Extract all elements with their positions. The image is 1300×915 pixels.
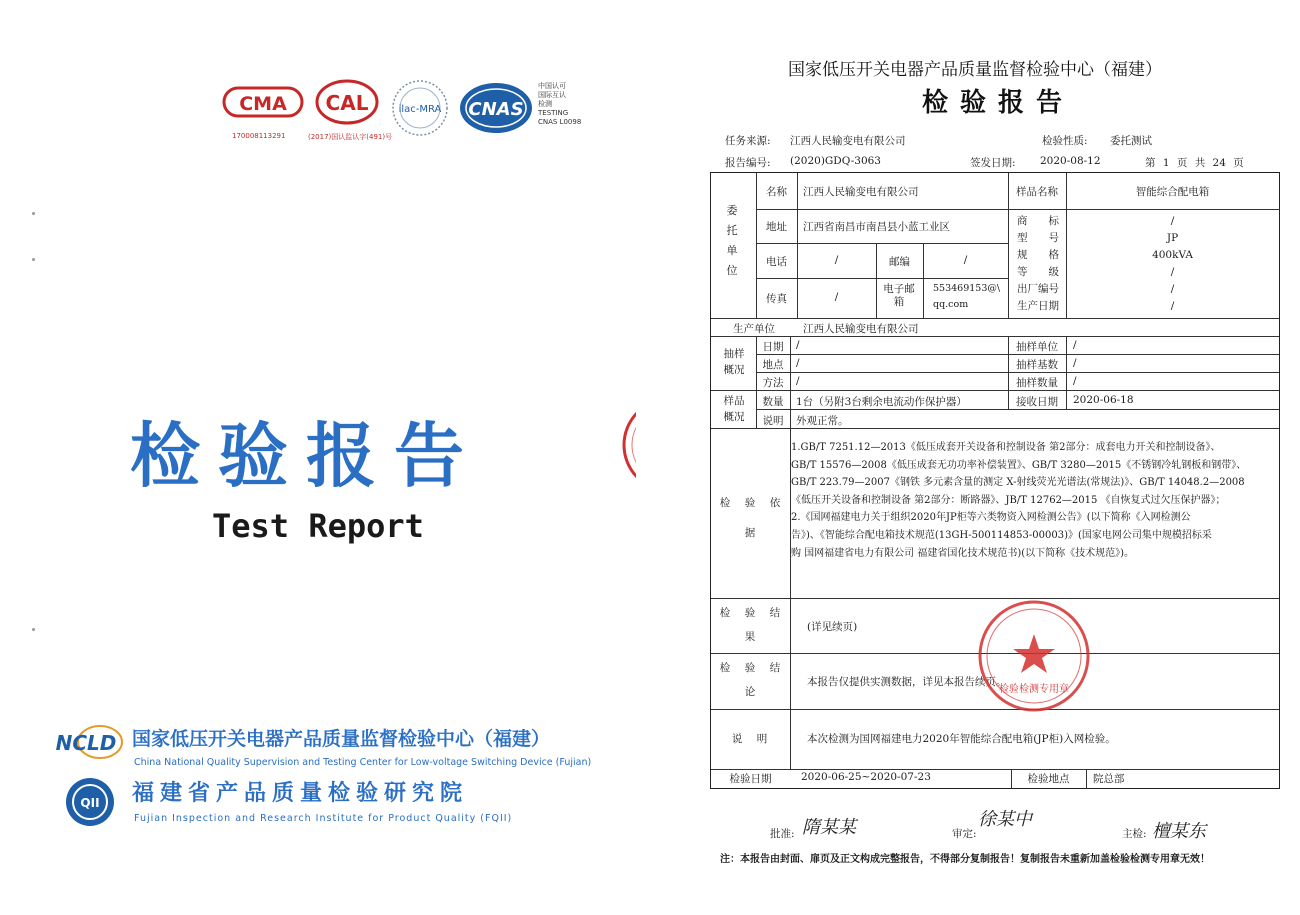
- postcode: /: [963, 254, 968, 266]
- scan-dot: [32, 628, 35, 631]
- sampling-unit: /: [1073, 339, 1077, 351]
- sample-name-label: 样品名称: [1016, 186, 1058, 198]
- sampling-date-label: 日期: [762, 341, 784, 353]
- cover-subtitle: Test Report: [212, 507, 424, 545]
- issue-date: 2020-08-12: [1040, 155, 1101, 167]
- basis-line: GB/T 223.79—2007《钢铁 多元素含量的测定 X-射线荧光光谱法(常规法)》、GB/T 14048.2—2008: [791, 477, 1245, 489]
- inspection-date-label: 检验日期: [729, 773, 772, 785]
- spec-value: /: [1170, 300, 1175, 312]
- scan-dot: [32, 258, 35, 261]
- basis-line: 1.GB/T 7251.12—2013《低压成套开关设备和控制设备 第2部分：成套电力开关和控制设备》、: [791, 442, 1221, 453]
- client-unit-label-text: 委托单位: [726, 204, 738, 277]
- report-table: [710, 172, 1280, 789]
- cnas-caption-line: 中国认可: [538, 82, 566, 90]
- conclusion-label: 检 验 结 论: [719, 662, 795, 698]
- basis-line: 2.《国网福建电力关于组织2020年JP柜等六类物资入网检测公告》(以下简称《入网检测公: [791, 512, 1191, 524]
- stamp-text: 检验检测专用章: [999, 684, 1069, 695]
- client-name: 江西人民输变电有限公司: [803, 186, 919, 198]
- ilac-logo-text: ilac-MRA: [398, 104, 442, 115]
- address: 江西省南昌市南昌县小蓝工业区: [803, 221, 950, 233]
- main-inspector-label: 主检:: [1122, 828, 1147, 840]
- producer-label: 生产单位: [733, 323, 775, 335]
- result: (详见续页): [807, 621, 858, 633]
- email-label: 电子邮箱: [883, 283, 915, 308]
- issue-date-label: 签发日期:: [970, 157, 1016, 169]
- scan-dot: [32, 212, 35, 215]
- cnas-caption: [538, 82, 581, 127]
- client-unit-label: [725, 201, 739, 281]
- sampling-method: /: [796, 375, 800, 387]
- spec-label: 型 号: [1017, 232, 1059, 244]
- sample-qty: 1台（另附3台剩余电流动作保护器）: [796, 396, 967, 408]
- report-header-org: 国家低压开关电器产品质量监督检验中心（福建）: [788, 60, 1162, 80]
- note: 本次检测为国网福建电力2020年智能综合配电箱(JP柜)入网检验。: [807, 733, 1116, 745]
- inspection-date: 2020-06-25~2020-07-23: [801, 771, 931, 783]
- basis-line: 购 国网福建省电力有限公司 福建省国化技术规范书)(以下简称《技术规范》)。: [791, 547, 1135, 559]
- approve-signature: 隋某某: [802, 817, 856, 838]
- basis-label: 检 验 依 据: [719, 497, 795, 539]
- spec-labels: [1017, 213, 1059, 315]
- report-footnote: 注：本报告由封面、扉页及正文构成完整报告，不得部分复制报告！复制报告未重新加盖检验检测专用章无效！: [720, 854, 1210, 865]
- phone-label: 电话: [766, 256, 787, 268]
- sampling-base-label: 抽样基数: [1016, 359, 1058, 371]
- review-label: 审定:: [952, 828, 977, 840]
- official-stamp: [976, 598, 1092, 714]
- cma-logo-text: CMA: [239, 93, 287, 115]
- spec-value: 400kVA: [1152, 249, 1193, 261]
- report-title: 检验报告: [922, 88, 1075, 118]
- sampling-qty-label: 抽样数量: [1016, 377, 1058, 389]
- sampling-unit-label: 抽样单位: [1016, 341, 1058, 353]
- approve-label: 批准:: [770, 828, 795, 840]
- org1-name-en: China National Quality Supervision and Testing Center for Low-voltage Switching Device (Fujian): [134, 757, 592, 768]
- spec-label: 生产日期: [1017, 300, 1059, 312]
- spec-label: 等 级: [1017, 266, 1059, 278]
- spec-label: 出厂编号: [1017, 283, 1059, 295]
- ncld-logo: [48, 722, 128, 762]
- spec-value: /: [1170, 266, 1175, 278]
- report-page: [690, 0, 1300, 915]
- partial-seal: [612, 395, 636, 495]
- fqii-logo: [64, 776, 116, 828]
- main-inspector-signature: 檀某东: [1152, 821, 1206, 842]
- receive-date-label: 接收日期: [1016, 396, 1058, 408]
- org2-name-cn: 福建省产品质量检验研究院: [132, 781, 469, 806]
- basis-line: 《低压开关设备和控制设备 第2部分：断路器》、JB/T 12762—2015 《自恢复式过欠压保护器》；: [791, 494, 1226, 506]
- spec-value: /: [1170, 215, 1175, 227]
- producer: 江西人民输变电有限公司: [803, 323, 919, 335]
- desc-label: 说明: [762, 415, 784, 427]
- cal-number: (2017)国认监认字(491)号: [308, 133, 393, 141]
- ilac-mra-logo: [388, 78, 452, 138]
- inspection-nature: 委托测试: [1110, 135, 1152, 147]
- inspection-nature-label: 检验性质:: [1042, 135, 1088, 147]
- name-label: 名称: [766, 186, 787, 198]
- basis-line: 告》)、《智能综合配电箱技术规范(13GH-500114853-00003)》(国家电网公司集中规模招标采: [791, 529, 1212, 541]
- spec-value: /: [1170, 283, 1175, 295]
- review-signature: 徐某中: [978, 809, 1032, 830]
- ncld-logo-text: NCLD: [55, 731, 117, 755]
- cma-logo: [222, 82, 306, 122]
- cnas-caption-line: TESTING: [538, 109, 569, 117]
- spec-value: JP: [1166, 232, 1179, 244]
- qty-label: 数量: [762, 396, 784, 408]
- inspection-place-label: 检验地点: [1027, 773, 1070, 785]
- spec-label: 商 标: [1017, 215, 1059, 227]
- basis-line: GB/T 15576—2008《低压成套无功功率补偿装置》、GB/T 3280—2015《不锈钢冷轧钢板和钢带》、: [791, 459, 1247, 471]
- org1-name-cn: 国家低压开关电器产品质量监督检验中心（福建）: [132, 728, 551, 750]
- cnas-caption-line: CNAS L0098: [538, 118, 582, 126]
- sampling-location-label: 地点: [762, 359, 784, 371]
- cnas-logo-text: CNAS: [468, 99, 524, 120]
- email-line-1: 553469153@\: [933, 283, 1001, 294]
- cal-logo-text: CAL: [325, 91, 369, 115]
- conclusion: 本报告仅提供实测数据，详见本报告续页。: [807, 676, 1007, 688]
- cover-title: 检验报告: [130, 415, 482, 497]
- cnas-logo: [458, 80, 536, 136]
- sampling-qty: /: [1073, 375, 1077, 387]
- receive-date: 2020-06-18: [1073, 394, 1134, 406]
- sampling-location: /: [796, 357, 800, 369]
- email-line-2: qq.com: [933, 299, 969, 310]
- task-source-label: 任务来源:: [725, 135, 771, 147]
- page-info: 第 1 页 共 24 页: [1145, 157, 1244, 169]
- inspection-place: 院总部: [1093, 773, 1125, 785]
- cal-logo: [314, 78, 384, 126]
- cma-number: 170008113291: [232, 132, 286, 140]
- address-label: 地址: [766, 221, 787, 233]
- sampling-method-label: 方法: [762, 377, 784, 389]
- report-no: (2020)GDQ-3063: [790, 155, 881, 167]
- accreditation-logos: [222, 78, 592, 148]
- fax: /: [834, 291, 839, 303]
- basis-text: [791, 439, 1275, 562]
- result-label: 检 验 结 果: [719, 607, 795, 643]
- report-no-label: 报告编号:: [725, 157, 771, 169]
- note-label: 说 明: [731, 733, 770, 745]
- spec-values: [1066, 213, 1279, 315]
- sample-label: 样品概况: [723, 395, 745, 423]
- sample-desc: 外观正常。: [796, 415, 849, 427]
- sampling-base: /: [1073, 357, 1077, 369]
- postcode-label: 邮编: [889, 256, 910, 268]
- task-source: 江西人民输变电有限公司: [790, 135, 906, 147]
- sampling-date: /: [796, 339, 800, 351]
- sample-name: 智能综合配电箱: [1135, 186, 1210, 198]
- spec-label: 规 格: [1017, 249, 1059, 261]
- phone: /: [834, 254, 839, 266]
- cnas-caption-line: 检测: [538, 100, 552, 108]
- org2-name-en: Fujian Inspection and Research Institute for Product Quality (FQII): [134, 813, 513, 824]
- fax-label: 传真: [766, 293, 787, 305]
- sampling-label: 抽样概况: [723, 348, 745, 376]
- cnas-caption-line: 国际互认: [538, 91, 566, 99]
- fqii-logo-text: QII: [80, 796, 100, 810]
